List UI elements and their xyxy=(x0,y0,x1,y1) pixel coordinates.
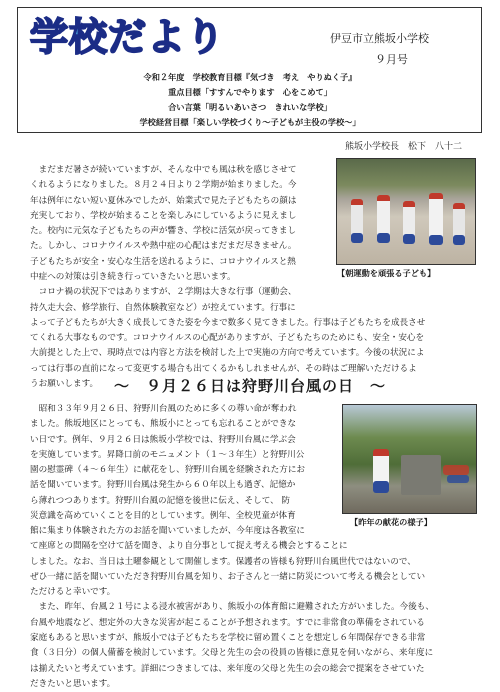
text-line: また、昨年、台風２１号による浸水被害があり、熊坂小の体育館に避難された方がいました。今後も、 xyxy=(30,602,434,613)
text-line: コロナ禍の状況下ではありますが、２学期は大きな行事（運動会、 xyxy=(30,287,297,298)
text-line: 館に集まり体験された方のお話を聞いていましたが、今年度は各教室に xyxy=(30,526,306,536)
article1-column-text xyxy=(30,163,330,270)
text-line: てくれる大事なものです。コロナウイルスの心配がありますが、子どもたちのためにも、安全・安心を xyxy=(30,333,425,344)
photo-memorial-flowers xyxy=(342,404,477,514)
article2-wide-text xyxy=(30,524,475,692)
text-line: しました。なお、当日は土曜参観として開催します。保護者の皆様も狩野川台風世代ではないので、 xyxy=(30,556,416,567)
article2-column-text xyxy=(30,402,330,524)
newsletter-title: 学校だより xyxy=(30,15,226,59)
text-line: 園の慰霊碑（４～６年生）に献花をし、狩野川台風を経験された方にお xyxy=(30,465,306,476)
text-line: 中症への対策は引き続き行っていきたいと思います。 xyxy=(30,272,236,282)
text-line: ただけると幸いです。 xyxy=(30,587,116,598)
text-line: 家庭もあると思いますが、熊坂小では子どもたちを学校に留め置くことを想定し６年間保存できる非常 xyxy=(30,633,426,644)
goal-line: 合い言葉「明るいあいさつ きれいな学校」 xyxy=(168,102,332,112)
text-line: い日です。例年、９月２６日は熊坂小学校では、狩野川台風に学ぶ会 xyxy=(30,434,296,445)
photo-caption: 【朝運動を頑張る子ども】 xyxy=(337,268,436,278)
text-line: ました。熊坂地区にとっても、熊坂小にとっても忘れることができな xyxy=(30,419,297,430)
text-line: 大前提とした上で、現時点では内容と方法を検討した上で実施の方向で考えています。今後の状況によ xyxy=(30,348,425,359)
goal-line: 学校経営目標「楽しい学校づくり～子どもが主役の学校～」 xyxy=(139,117,361,127)
text-line: は揃えたいと考えています。詳細につきましては、来年度の父母と先生の会の総会で提案をさせていた xyxy=(30,663,425,674)
text-line: 話を聞いています。狩野川台風は発生から６０年以上も過ぎ、記憶か xyxy=(30,480,296,491)
text-line: っては行事の直前になって変更する場合も出てくるかもしれませんが、その時はご理解いただけるよ xyxy=(30,363,417,374)
goal-line: 重点目標「すすんでやります 心をこめて」 xyxy=(168,87,332,97)
goal-line: 令和２年度 学校教育目標『気づき 考え やりぬく子』 xyxy=(143,72,357,82)
text-line: ぜひ一緒に話を聞いていただき狩野川台風を知り、お子さんと一緒に防災について考える機会としてい xyxy=(30,571,426,582)
text-line: 年は例年にない短い夏休みでしたが、始業式で見た子どもたちの顔は xyxy=(30,195,297,206)
school-goals xyxy=(0,70,500,130)
school-name: 伊豆市立熊坂小学校 xyxy=(330,32,429,45)
text-line: うお願いします。 xyxy=(30,379,99,390)
text-line: た。校内に元気な子どもたちの声が響き、学校に活気が戻ってきまし xyxy=(30,226,297,237)
text-line: ら薄れつつあります。狩野川台風の記憶を後世に伝え、そして、 防 xyxy=(30,495,291,506)
photo-caption: 【昨年の献花の様子】 xyxy=(350,517,432,527)
photo-morning-exercise xyxy=(336,158,476,265)
text-line: を実施しています。昇降口前のモニュメント（１～３年生）と狩野川公 xyxy=(30,449,305,460)
text-line: 災意識を高めていくことを目的としています。例年、全校児童が体育 xyxy=(30,511,296,522)
text-line: よって子どもたちが大きく成長してきた姿を今まで数多く見てきました。行事は子どもたちを成長させ xyxy=(30,317,426,328)
text-line: 台風や地震など、想定外の大きな災害が起こることが予想されます。すでに非常食の準備をされている xyxy=(30,617,425,628)
principal-name: 熊坂小学校長 松下 八十二 xyxy=(345,142,463,152)
text-line: 食（３日分）の個人備蓄を検討しています。父母と先生の会の役員の皆様に意見を伺いながら、来年度に xyxy=(30,648,434,659)
text-line: だきたいと思います。 xyxy=(30,678,116,689)
text-line: て座席との間隔を空けて話を聞き、より自分事として捉え考える機会とすることに xyxy=(30,541,348,552)
text-line: た。しかし、コロナウイルスや熱中症の心配はまだまだ尽きません。 xyxy=(30,241,297,252)
text-line: 持久走大会、修学旅行、自然体験教室など）が控えています。行事に xyxy=(30,302,296,313)
section-heading: ～ ９月２６日は狩野川台風の日 ～ xyxy=(113,377,386,395)
text-line: 昭和３３年９月２６日、狩野川台風のために多くの尊い命が奪われ xyxy=(30,404,297,414)
issue-number: ９月号 xyxy=(375,53,408,66)
text-line: くれるようになりました。８月２４日より２学期が始まりました。今 xyxy=(30,180,297,191)
text-line: 充実しており、学校が始まることを楽しみにしているように見えまし xyxy=(30,210,297,221)
text-line: まだまだ暑さが続いていますが、そんな中でも風は秋を感じさせて xyxy=(30,165,297,175)
text-line: 子どもたちが安全・安心な生活を送れるように、コロナウイルスと熱 xyxy=(30,256,296,267)
